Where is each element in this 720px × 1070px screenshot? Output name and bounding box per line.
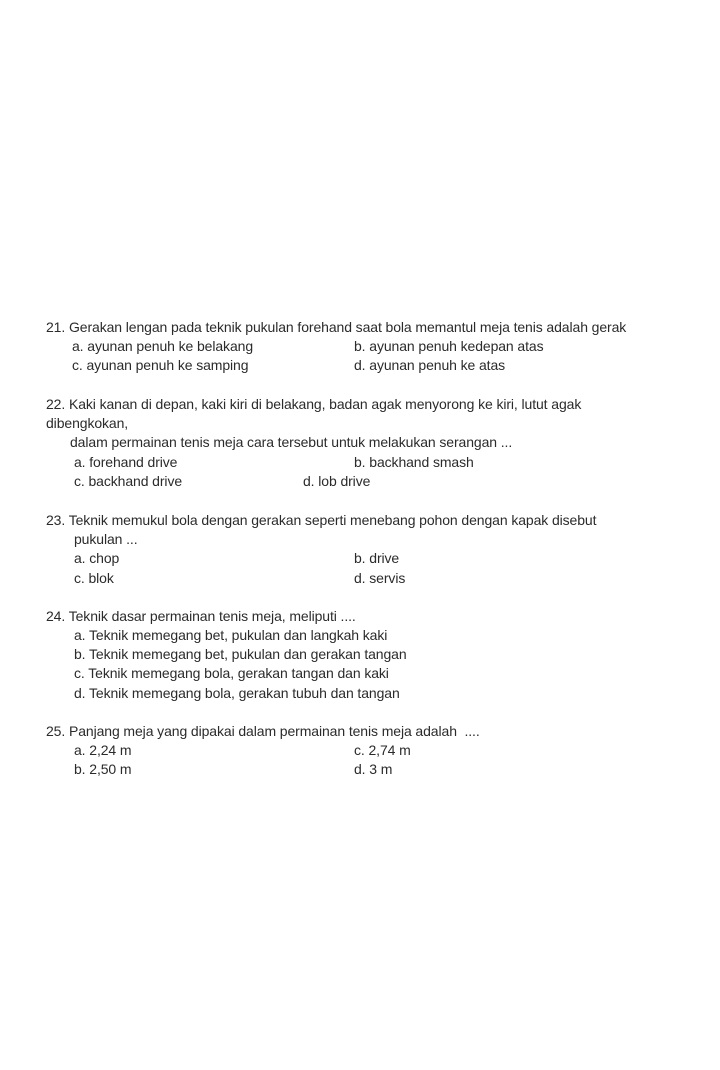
question-stem — [46, 722, 480, 740]
question-stem — [46, 607, 356, 625]
question-text: Panjang meja yang dipakai dalam permainan tenis meja adalah .... — [68, 723, 480, 739]
question-text: Teknik memukul bola dengan gerakan seperti menebang pohon dengan kapak disebut — [68, 512, 597, 528]
option-c: c. 2,74 m — [354, 742, 411, 758]
option-b: b. backhand smash — [354, 454, 474, 470]
option-b: b. 2,50 m — [74, 761, 132, 777]
question-number: 23. — [46, 512, 66, 528]
option-c: c. blok — [74, 570, 114, 586]
option-d: d. Teknik memegang bola, gerakan tubuh dan tangan — [74, 685, 400, 701]
option-a: a. ayunan penuh ke belakang — [72, 338, 254, 354]
option-c: c. backhand drive — [74, 473, 183, 489]
question-stem — [46, 318, 626, 336]
question-number: 25. — [46, 723, 66, 739]
question-number: 21. — [46, 319, 66, 335]
question-text: Teknik dasar permainan tenis meja, meliputi .... — [68, 608, 356, 624]
option-b: b. Teknik memegang bet, pukulan dan gerakan tangan — [74, 646, 407, 662]
option-d: d. lob drive — [303, 473, 371, 489]
option-b: b. drive — [354, 550, 400, 566]
option-a: a. 2,24 m — [74, 742, 132, 758]
question-text-continued: pukulan ... — [74, 531, 138, 547]
question-text-continued: dibengkokan, — [46, 415, 129, 431]
question-text: Kaki kanan di depan, kaki kiri di belakang, badan agak menyorong ke kiri, lutut agak — [68, 396, 582, 412]
option-a: a. Teknik memegang bet, pukulan dan langkah kaki — [74, 627, 388, 643]
option-d: d. 3 m — [354, 761, 393, 777]
option-d: d. servis — [354, 570, 406, 586]
question-stem — [46, 511, 596, 529]
option-b: b. ayunan penuh kedepan atas — [354, 338, 544, 354]
question-number: 22. — [46, 396, 66, 412]
question-stem — [46, 395, 581, 413]
question-text-continued: dalam permainan tenis meja cara tersebut untuk melakukan serangan ... — [70, 434, 513, 450]
option-a: a. chop — [74, 550, 120, 566]
question-number: 24. — [46, 608, 66, 624]
question-text: Gerakan lengan pada teknik pukulan forehand saat bola memantul meja tenis adalah gerak — [68, 319, 627, 335]
option-a: a. forehand drive — [74, 454, 178, 470]
option-c: c. Teknik memegang bola, gerakan tangan dan kaki — [74, 665, 389, 681]
option-d: d. ayunan penuh ke atas — [354, 357, 506, 373]
option-c: c. ayunan penuh ke samping — [72, 357, 249, 373]
